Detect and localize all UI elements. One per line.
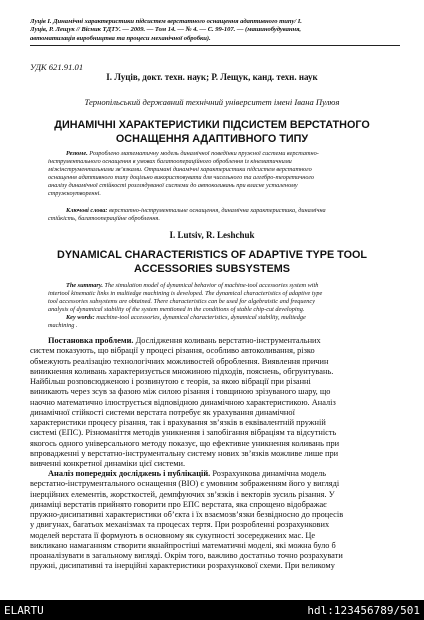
- body-line: пружні, дисипативні та інерційні характеристики розрахункової схеми. При великому: [30, 561, 335, 571]
- abstract-line: The simulation model of dynamical behavior of machine-tool accessories system with: [104, 282, 319, 289]
- abstract-line: intertool kinematic links in multiedge machining is developed. The dynamical characteristics of adaptive type: [48, 290, 323, 297]
- body-line: Найбільш розповсюдженою і розвинутою є теорія, за якою вібрації при різанні: [30, 377, 311, 386]
- body-line: якогось одного універсального методу показує, що ефективне уникнення коливань при: [30, 438, 340, 448]
- body-line: системі (ЕПС). Різноманіття методів уникнення і запобігання вібраціям та відсутність: [30, 428, 337, 438]
- handle-link[interactable]: hdl:123456789/501: [307, 604, 420, 617]
- abstract-line: міжінструментальними зв’язками. Отримані динамічні характеристики підсистем верстатного: [48, 166, 312, 173]
- citation-line: автоматизація виробництва та процеси механічної обробки).: [30, 34, 211, 42]
- body-line: Розрахункова динамічна модель: [212, 469, 327, 478]
- authors-ukrainian: І. Луців, докт. техн. наук; Р. Лещук, канд. техн. наук: [106, 72, 318, 82]
- body-line: викликано намаганням створити якнайпростіші математичні моделі, які можна було б: [30, 540, 336, 550]
- body-line: впровадженні у верстатно-інструментальну систему нових зв’язків можливе лише при: [30, 448, 339, 458]
- body-line: наочно математично ілюструється відповідною динамічною характеристикою. Аналіз: [30, 397, 336, 407]
- keywords-lead: Ключові слова:: [66, 207, 108, 214]
- keywords-line: стійкість, багатоопераційне оброблення.: [48, 215, 160, 222]
- body-line: пружно-дисипативні характеристики об’єкта і їх взаємозв’язки безвідносно до процесів: [30, 510, 344, 519]
- section-heading: Постановка проблеми.: [48, 336, 134, 345]
- body-line: виникають через зсув за фазою між силою різання і товщиною зрізуваного шару, що: [30, 387, 331, 397]
- citation-line: Луців І. Динамічні характеристики підсистем верстатного оснащення адаптивного типу/ І.: [30, 18, 302, 25]
- abstract-lead: Резюме.: [66, 150, 88, 157]
- body-line: у двигунах, багатьох механізмах та процесах тертя. При розробленні розрахункових: [30, 520, 330, 530]
- keywords-ukrainian: [48, 207, 386, 223]
- abstract-ukrainian: [48, 150, 386, 198]
- abstract-line: Розроблено математичну модель динамічної поведінки пружної системи верстатно-: [89, 150, 319, 157]
- section-literature-review: [30, 469, 400, 572]
- title-line: ОСНАЩЕННЯ АДАПТИВНОГО ТИПУ: [115, 133, 309, 145]
- keywords-line: machining .: [48, 322, 78, 329]
- title-line: ACCESSORIES SUBSYSTEMS: [134, 263, 290, 275]
- body-line: вивченні конкретної динаміки цієї системи.: [30, 459, 186, 468]
- title-english: [0, 248, 424, 276]
- abstract-lead: The summary.: [66, 282, 103, 289]
- abstract-line: analysis of dynamical stability of the system mentioned in the conditions of stable chip-cut developing.: [48, 306, 305, 313]
- body-line: динаміці верстатів прийнято говорити про ЕПС верстата, яка спрощено відображає: [30, 499, 327, 509]
- section-heading: Аналіз попередніх досліджень і публікацій.: [48, 469, 211, 478]
- udk-code: УДК 621.91.01: [30, 62, 84, 72]
- keywords-line: machine-tool accessories, dynamical characteristics, dynamical stability, multiedge: [96, 314, 306, 321]
- repository-footer-bar: [0, 600, 424, 620]
- body-line: Дослідження коливань верстатно-інструментальних: [135, 336, 321, 345]
- body-line: інерційних елементів, жорсткостей, демпфуючих зв’язків і векторів зусиль різання. У: [30, 489, 335, 499]
- body-line: моделей верстата її формують в основному як сукупності зосереджених мас. Це: [30, 530, 316, 540]
- section-problem-statement: [30, 336, 400, 469]
- abstract-line: інструментального оснащення в умовах багатоопераційного оброблення із кінематичними: [48, 158, 292, 165]
- abstract-line: стружкоутворенні.: [48, 190, 101, 197]
- body-line: систем показують, що вібрації у процесі різання, особливо автоколивання, різко: [30, 346, 315, 356]
- body-line: верстатно-інструментального оснащення (ВІО) є умовним зображенням його у вигляді: [30, 479, 340, 489]
- title-ukrainian: [0, 118, 424, 146]
- body-line: проаналізувати в загальному вигляді. Окрім того, важливо достатньо точно розрахувати: [30, 551, 343, 560]
- abstract-line: tool accessories subsystems are obtained. There characteristics can be used for algebraistic and frequency: [48, 298, 315, 305]
- authors-english: I. Lutsiv, R. Leshchuk: [169, 230, 255, 240]
- body-line: характеристики процесу різання, так і врахування зв’язків в еквівалентній пружній: [30, 418, 326, 427]
- citation-line: Луців, Р. Лещук // Вісник ТДТУ. — 2009. — Том 14. — № 4. — С. 99-107. — (машинобудування,: [30, 26, 302, 34]
- abstract-line: оснащення адаптивного типу доцільно використовувати для чисельного та алгебро-теоретичного: [48, 174, 315, 181]
- affiliation: Тернопільський державний технічний університет імені Івана Пулюя: [84, 97, 340, 107]
- keywords-line: верстатно-інструментальне оснащення, динамічна характеристика, динамічна: [109, 207, 326, 214]
- abstract-english: [48, 282, 386, 330]
- abstract-line: аналізу динамічної стійкості розглядуваної системи до автоколивань при власне усталеному: [48, 182, 298, 189]
- title-line: ДИНАМІЧНІ ХАРАКТЕРИСТИКИ ПІДСИСТЕМ ВЕРСТАТНОГО: [54, 119, 370, 131]
- body-line: динамічної стійкості системи верстата потребує як урахування динамічної: [30, 407, 295, 417]
- body-line: виникнення коливань характеризується множиною підходів, пояснень, обгрунтувань.: [30, 366, 334, 376]
- body-line: обмежують реалізацію технологічних можливостей оброблення. Виявлення причин: [30, 356, 329, 366]
- repository-name: ELARTU: [4, 604, 44, 617]
- keywords-lead: Key words:: [66, 314, 95, 321]
- title-line: DYNAMICAL CHARACTERISTICS OF ADAPTIVE TYPE TOOL: [57, 249, 367, 261]
- citation-header: [30, 18, 400, 46]
